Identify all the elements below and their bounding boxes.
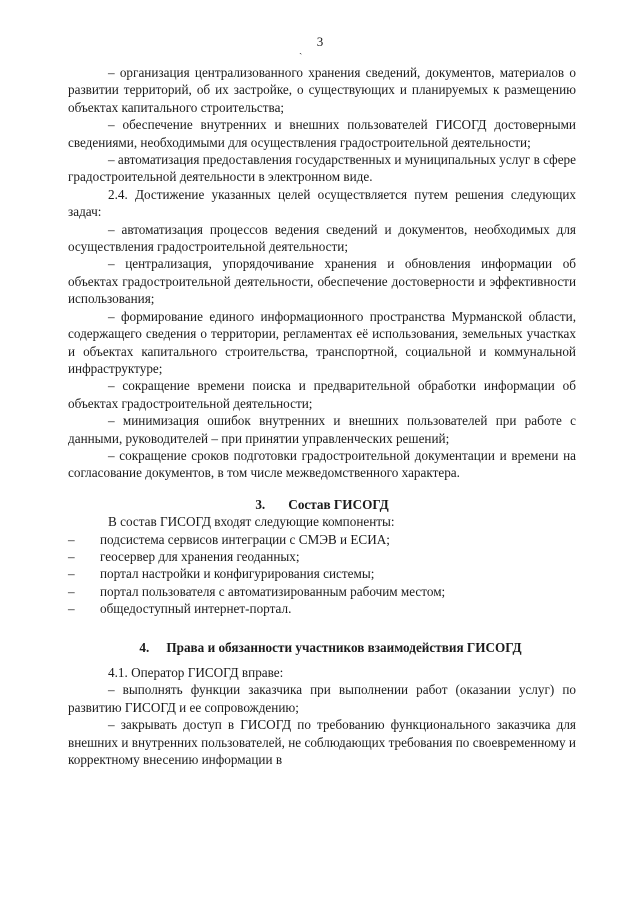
paragraph: – обеспечение внутренних и внешних пользователей ГИСОГД достоверными сведениями, необходимыми для осуществления градостроительной деятельности; (68, 117, 576, 150)
list-dash: – (68, 531, 75, 547)
paragraph: 2.4. Достижение указанных целей осуществляется путем решения следующих задач: (68, 186, 576, 220)
paragraph: – сокращение времени поиска и предварительной обработки информации об объектах градостроительной деятельности; (68, 378, 576, 411)
paragraph: – автоматизация предоставления государственных и муниципальных услуг в сфере градостроительной деятельности в электронном виде. (68, 152, 577, 185)
list-dash: – (68, 583, 75, 599)
scan-speck: ˏ (299, 44, 303, 55)
list-item (68, 600, 576, 617)
subsection-4-1: 4.1. Оператор ГИСОГД вправе: (108, 665, 284, 680)
list-item-text: геосервер для хранения геоданных; (100, 548, 300, 564)
page-number: 3 (316, 34, 324, 49)
list-item-text: портал настройки и конфигурирования системы; (100, 566, 375, 582)
list-dash: – (68, 548, 75, 564)
paragraph: – организация централизованного хранения сведений, документов, материалов о развитии территорий, об их застройке, о существующих и планируемых к размещению объектах капитального строительства; (68, 65, 576, 115)
paragraph: – минимизация ошибок внутренних и внешних пользователей при работе с данными, руководителей – при принятии управленческих решений; (68, 413, 576, 446)
list-item-text: общедоступный интернет-портал. (100, 601, 292, 617)
section-4-heading (68, 639, 576, 656)
section-4-number: 4. (139, 639, 150, 655)
paragraph: – выполнять функции заказчика при выполнении работ (оказании услуг) по развитию ГИСОГД и ее сопровождению; (68, 682, 576, 715)
paragraph: – закрывать доступ в ГИСОГД по требованию функционального заказчика для внешних и внутренних пользователей, не соблюдающих требования по своевременному и корректному внесению информации в (68, 717, 576, 768)
list-item-text: подсистема сервисов интеграции с СМЭВ и ЕСИА; (100, 531, 390, 547)
document-body (68, 64, 576, 768)
list-dash: – (68, 601, 75, 617)
list-item (68, 548, 576, 565)
section-3-intro: В состав ГИСОГД входят следующие компоненты: (108, 514, 395, 530)
section-4-title: Права и обязанности участников взаимодействия ГИСОГД (166, 639, 522, 655)
paragraph: – сокращение сроков подготовки градостроительной документации и времени на согласование документов, в том числе межведомственного характера. (68, 447, 576, 481)
paragraph: – автоматизация процессов ведения сведений и документов, необходимых для осуществления градостроительной деятельности; (68, 221, 576, 255)
list-item (68, 531, 576, 548)
paragraph: – централизация, упорядочивание хранения и обновления информации об объектах градостроительной деятельности, обеспечение достоверности и эффективности использования; (68, 256, 576, 307)
section-3-heading (68, 496, 576, 513)
section-3-number: 3. (255, 496, 266, 512)
list-item (68, 565, 576, 582)
section-3-title: Состав ГИСОГД (288, 496, 389, 512)
paragraph: – формирование единого информационного пространства Мурманской области, содержащего сведения о территории, регламентах её использования, земельных участках и объектах капитального строительства, транспортной, социальной и коммунальной инфраструктуре; (68, 308, 576, 376)
list-dash: – (68, 566, 75, 582)
list-item (68, 583, 576, 600)
list-item-text: портал пользователя с автоматизированным рабочим местом; (100, 583, 446, 599)
